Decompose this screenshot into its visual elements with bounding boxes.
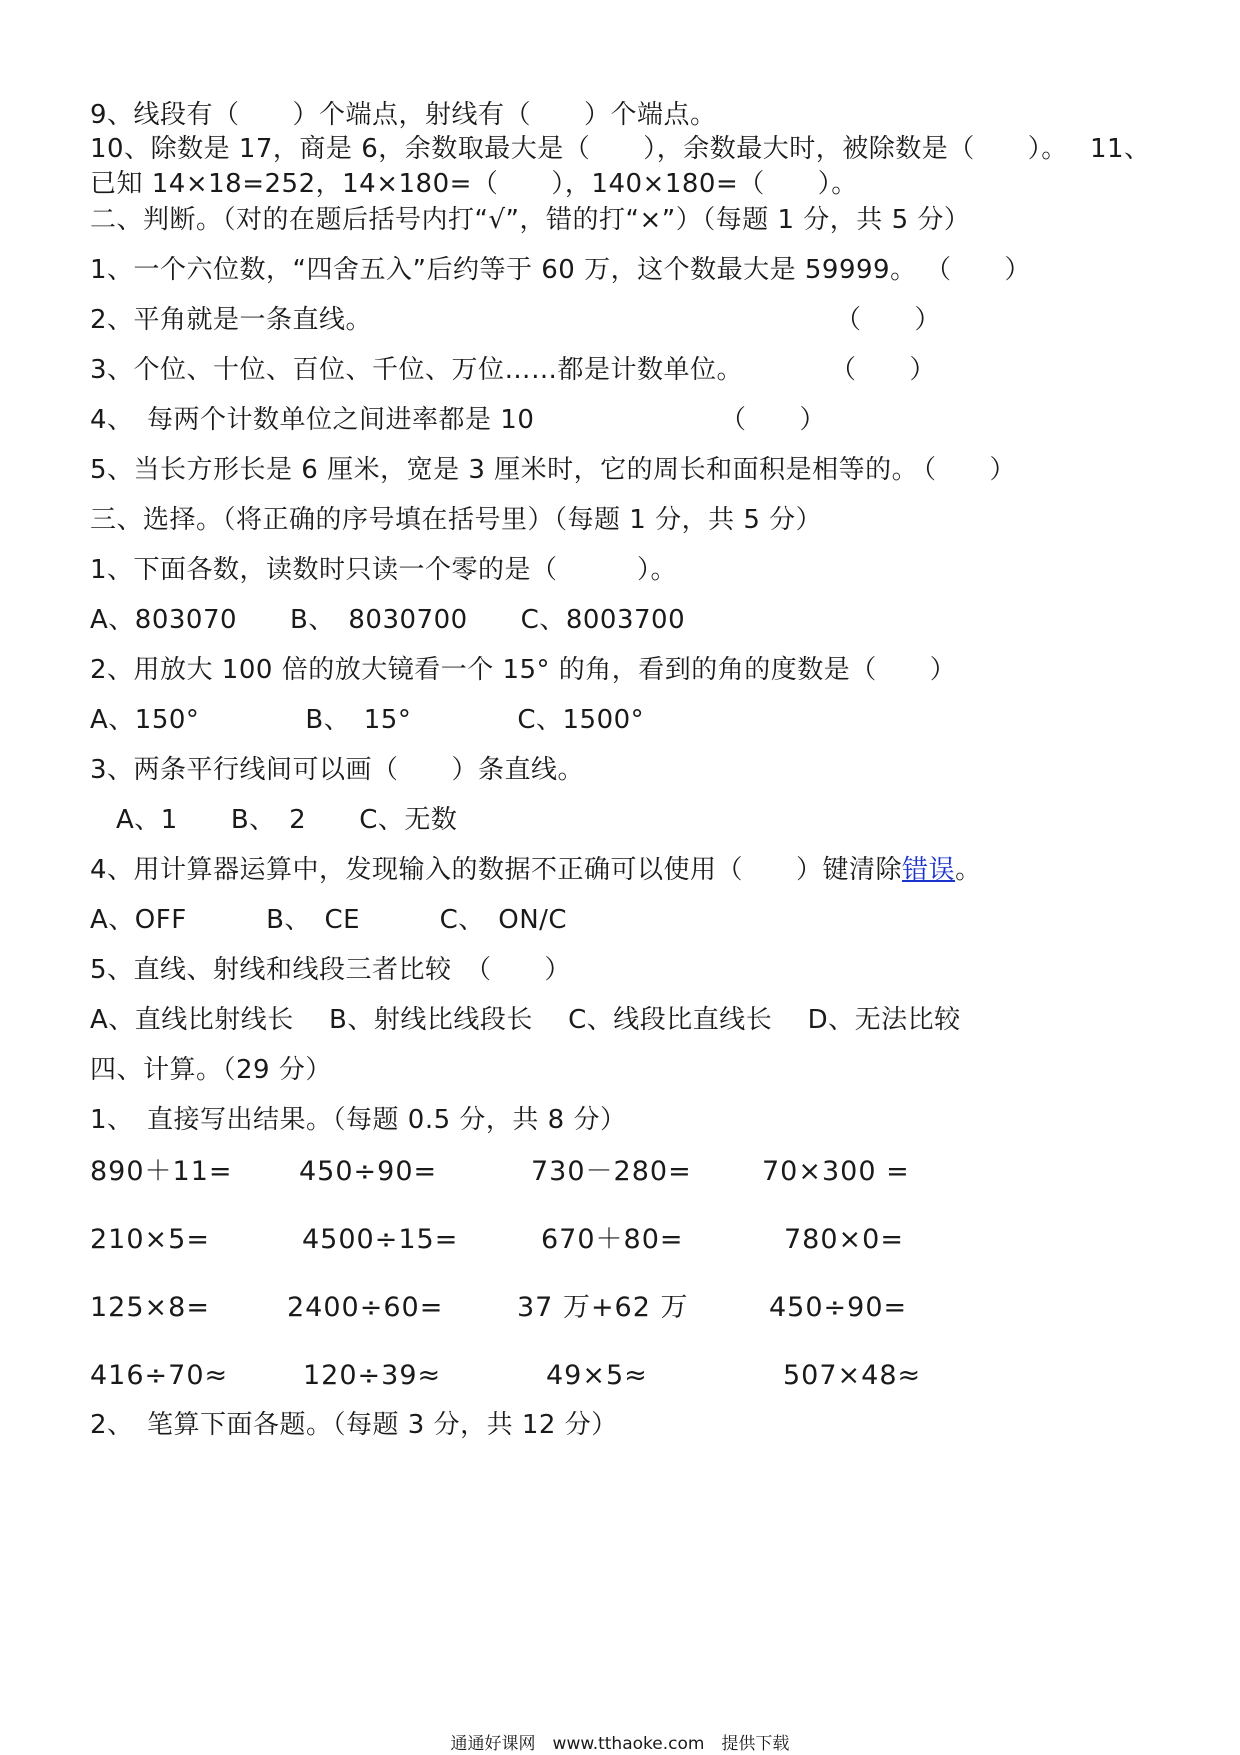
choice-question-3: 3、两条平行线间可以画（ ）条直线。 xyxy=(90,755,585,785)
choice-options-3: A、1 B、 2 C、无数 xyxy=(116,805,458,835)
judge-paren-4: （ ） xyxy=(720,405,827,435)
choice-question-2: 2、用放大 100 倍的放大镜看一个 15° 的角，看到的角的度数是（ ） xyxy=(90,655,957,685)
choice-options-2: A、150° B、 15° C、1500° xyxy=(90,705,645,735)
choice-question-5: 5、直线、射线和线段三者比较 （ ） xyxy=(90,955,572,985)
judge-item-3: 3、个位、十位、百位、千位、万位……都是计数单位。 xyxy=(90,355,744,385)
judge-paren-5: （ ） xyxy=(910,455,1017,485)
calc-item: 450÷90= xyxy=(299,1156,438,1187)
section-2-title: 二、判断。（对的在题后括号内打“√”，错的打“×”）（每题 1 分，共 5 分） xyxy=(90,205,971,235)
calc-item: 210×5= xyxy=(90,1224,210,1255)
calc-item: 450÷90= xyxy=(769,1292,908,1323)
calc-item: 4500÷15= xyxy=(302,1224,459,1255)
question-10: 10、除数是 17，商是 6，余数取最大是（ ），余数最大时，被除数是（ ）。 11、 xyxy=(90,134,1151,164)
calc-item: 2400÷60= xyxy=(287,1292,444,1323)
section-4-title: 四、计算。（29 分） xyxy=(90,1055,332,1085)
judge-paren-2: （ ） xyxy=(835,305,942,335)
judge-item-5: 5、当长方形长是 6 厘米，宽是 3 厘米时，它的周长和面积是相等的。 xyxy=(90,455,919,485)
calc-item: 730－280= xyxy=(531,1156,692,1187)
calc-item: 125×8= xyxy=(90,1292,210,1323)
calc-part-2-title: 2、 笔算下面各题。（每题 3 分，共 12 分） xyxy=(90,1410,618,1440)
choice-options-4: A、OFF B、 CE C、 ON/C xyxy=(90,905,568,935)
question-9: 9、线段有（ ）个端点，射线有（ ）个端点。 xyxy=(90,100,717,130)
question-11: 已知 14×18=252，14×180=（ ），140×180=（ ）。 xyxy=(90,169,858,199)
calc-item: 416÷70≈ xyxy=(90,1360,229,1391)
choice-question-4-end: 。 xyxy=(955,855,982,885)
judge-paren-1: （ ） xyxy=(925,255,1032,285)
judge-item-1: 1、一个六位数，“四舍五入”后约等于 60 万，这个数最大是 59999。 xyxy=(90,255,917,285)
footer-source: 通通好课网 www.tthaoke.com 提供下载 xyxy=(450,1734,790,1754)
judge-item-2: 2、平角就是一条直线。 xyxy=(90,305,373,335)
choice-question-1: 1、下面各数，读数时只读一个零的是（ ）。 xyxy=(90,555,678,585)
calc-item: 890＋11= xyxy=(90,1156,233,1187)
section-3-title: 三、选择。（将正确的序号填在括号里）（每题 1 分，共 5 分） xyxy=(90,505,823,535)
calc-row xyxy=(90,1358,1130,1394)
calc-item: 780×0= xyxy=(784,1224,904,1255)
calc-item: 120÷39≈ xyxy=(303,1360,442,1391)
calc-item: 670＋80= xyxy=(541,1224,684,1255)
calc-row xyxy=(90,1290,1130,1326)
judge-item-4: 4、 每两个计数单位之间进率都是 10 xyxy=(90,405,535,435)
error-link[interactable]: 错误 xyxy=(902,855,956,885)
calc-row xyxy=(90,1222,1130,1258)
calc-item: 49×5≈ xyxy=(546,1360,648,1391)
choice-question-4-text: 4、用计算器运算中，发现输入的数据不正确可以使用（ ）键清除 xyxy=(90,855,903,885)
choice-options-1: A、803070 B、 8030700 C、8003700 xyxy=(90,605,686,635)
calc-item: 37 万+62 万 xyxy=(517,1292,689,1323)
choice-options-5: A、直线比射线长 B、射线比线段长 C、线段比直线长 D、无法比较 xyxy=(90,1005,961,1035)
calc-item: 70×300 = xyxy=(762,1156,910,1187)
calc-part-1-title: 1、 直接写出结果。（每题 0.5 分，共 8 分） xyxy=(90,1105,627,1135)
judge-paren-3: （ ） xyxy=(830,355,937,385)
choice-question-4 xyxy=(90,853,982,887)
calc-row xyxy=(90,1154,1130,1190)
calc-item: 507×48≈ xyxy=(783,1360,922,1391)
